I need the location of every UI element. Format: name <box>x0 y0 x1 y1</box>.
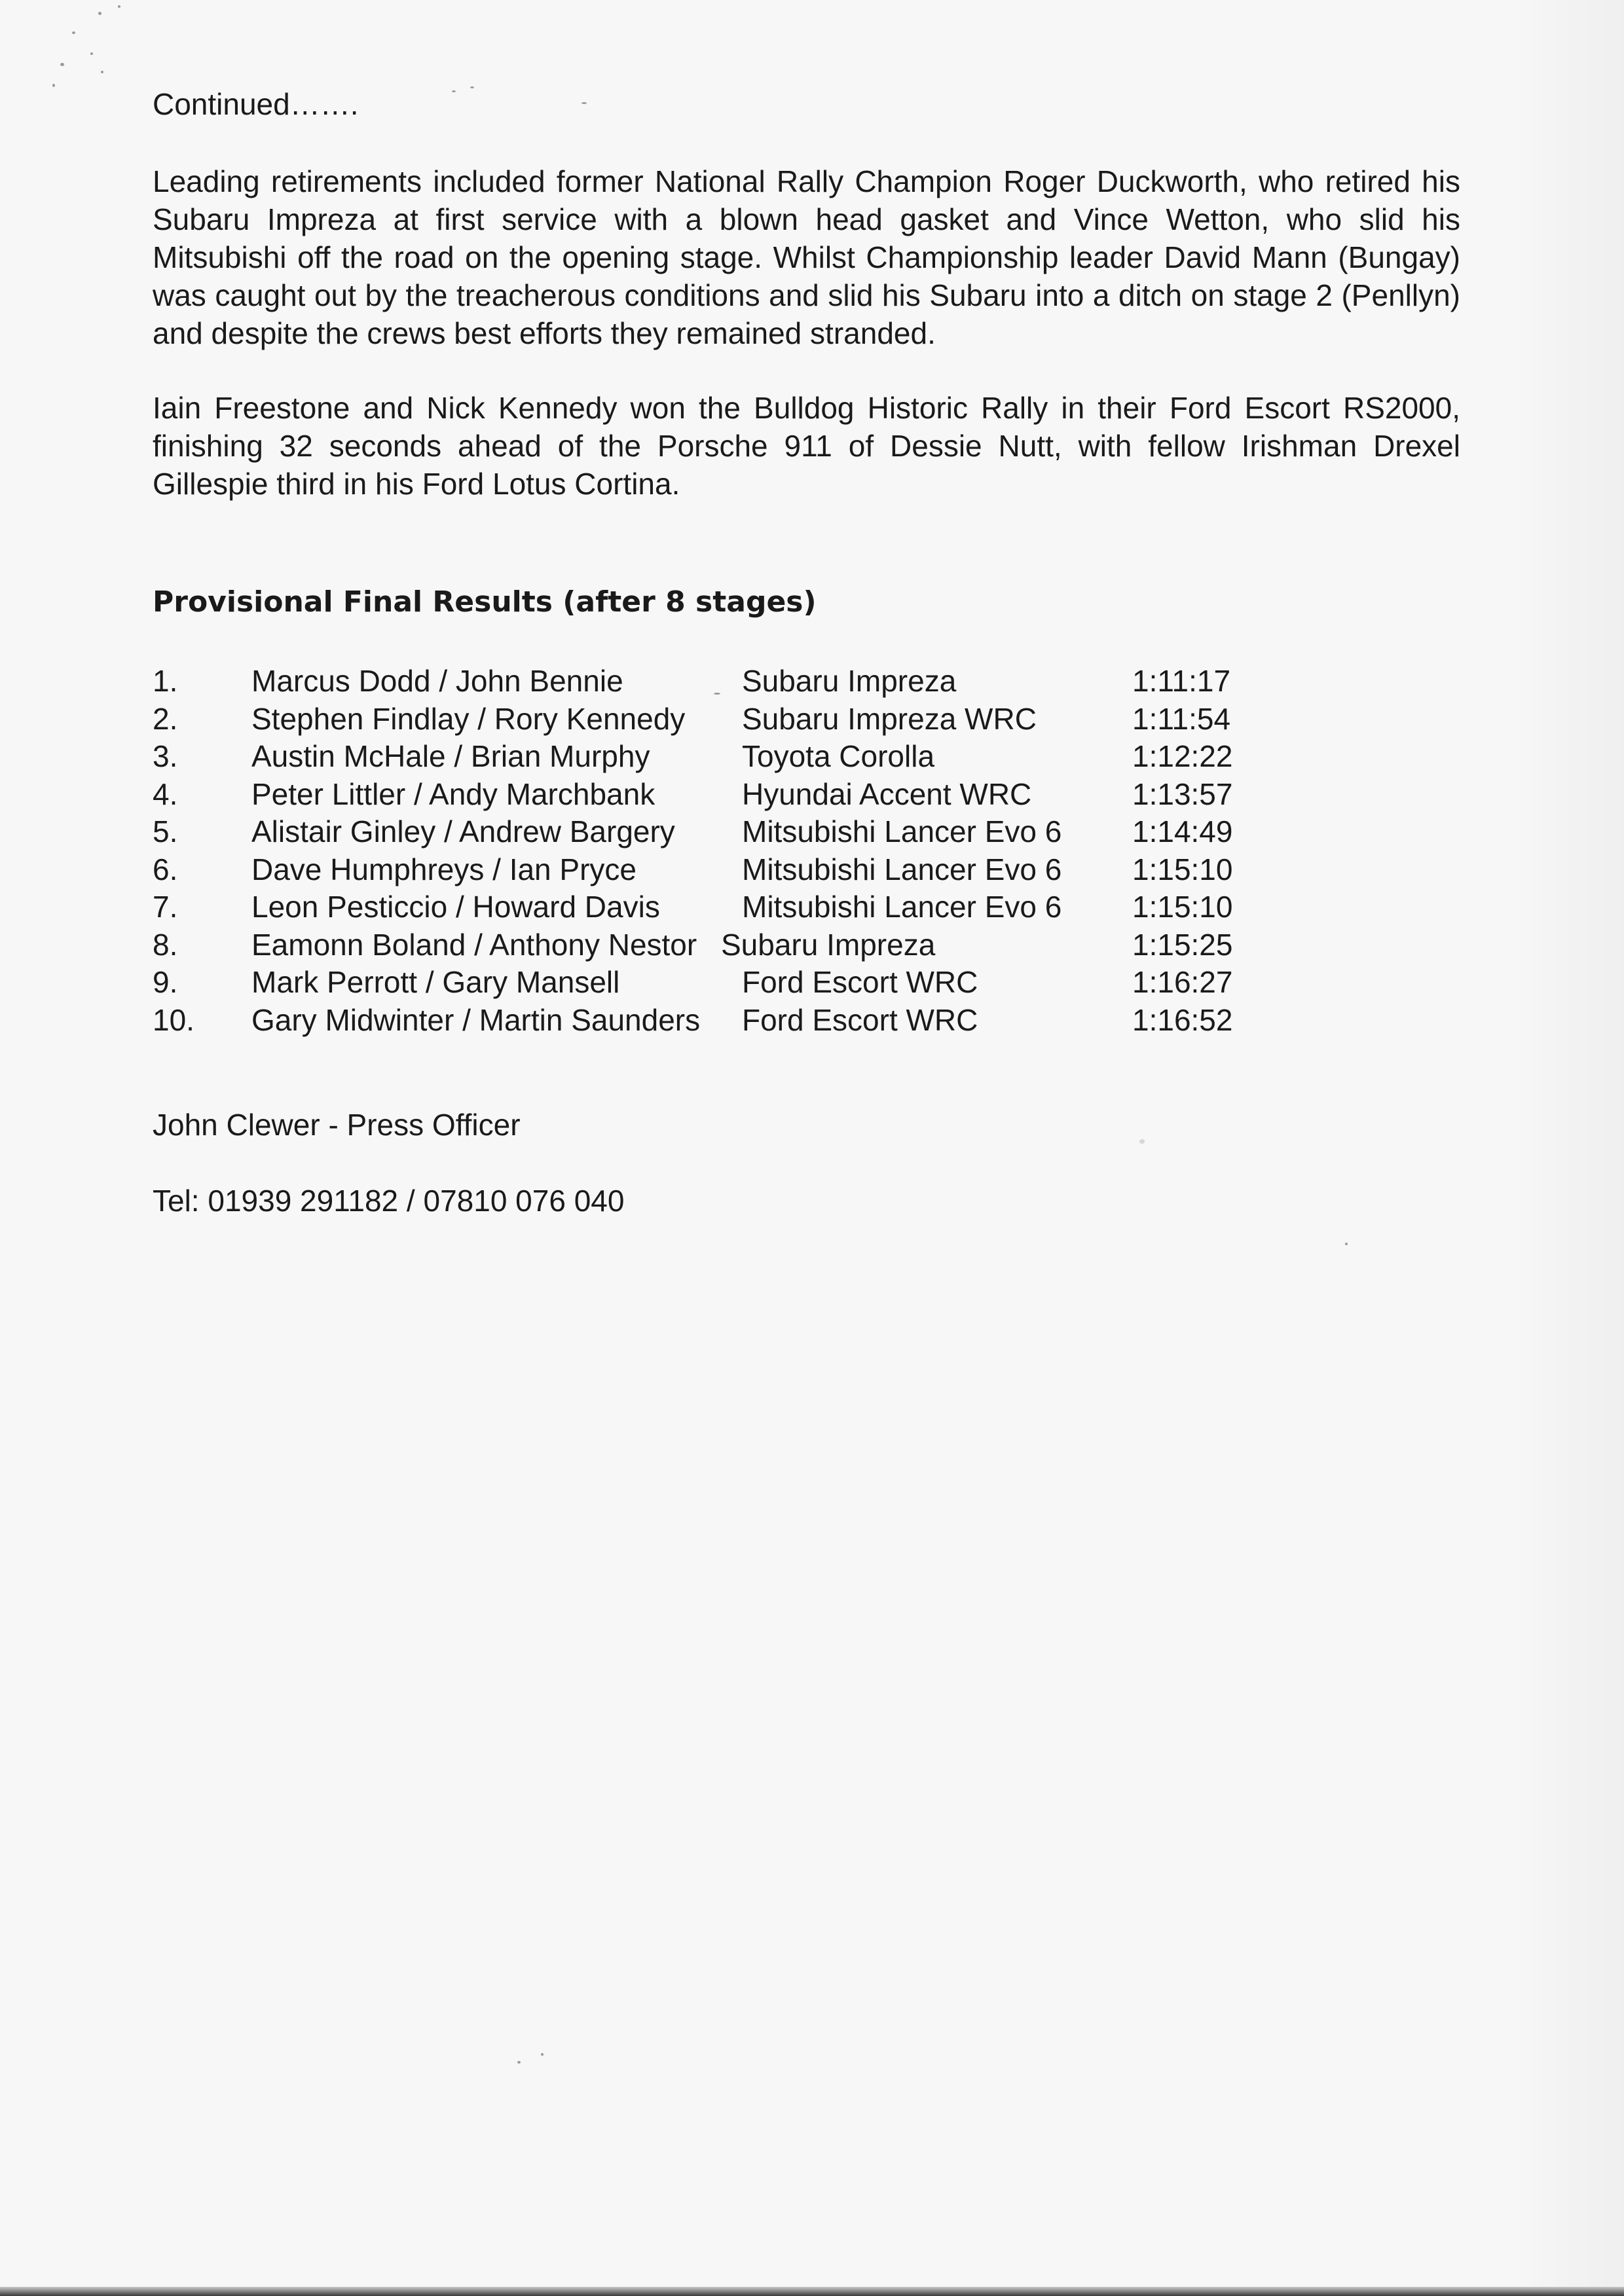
table-row <box>153 738 1266 776</box>
result-time: 1:16:27 <box>1132 965 1233 999</box>
document-body <box>153 79 1460 1220</box>
result-crew: Leon Pesticcio / Howard Davis <box>251 890 660 924</box>
result-crew: Mark Perrott / Gary Mansell <box>251 965 620 999</box>
scan-shadow <box>1513 0 1624 2296</box>
table-row <box>153 851 1266 889</box>
result-car: Subaru Impreza <box>721 927 936 962</box>
result-position: 2. <box>153 701 178 736</box>
scan-speck <box>101 71 103 73</box>
result-crew: Gary Midwinter / Martin Saunders <box>251 1002 701 1037</box>
table-row <box>153 1002 1266 1040</box>
result-car: Mitsubishi Lancer Evo 6 <box>742 852 1062 886</box>
telephone-numbers: Tel: 01939 291182 / 07810 076 040 <box>153 1184 625 1218</box>
result-time: 1:11:54 <box>1132 701 1231 736</box>
result-position: 6. <box>153 852 178 886</box>
scan-speck <box>541 2053 544 2056</box>
table-row <box>153 964 1266 1002</box>
result-time: 1:14:49 <box>1132 814 1233 848</box>
result-car: Mitsubishi Lancer Evo 6 <box>742 890 1062 924</box>
results-table <box>153 663 1266 1039</box>
result-crew: Austin McHale / Brian Murphy <box>251 739 650 773</box>
result-car: Toyota Corolla <box>742 739 935 773</box>
scan-speck <box>90 52 93 55</box>
result-car: Subaru Impreza <box>742 664 957 698</box>
scan-speck <box>72 31 75 34</box>
result-position: 5. <box>153 814 178 848</box>
result-crew: Dave Humphreys / Ian Pryce <box>251 852 637 886</box>
result-time: 1:15:25 <box>1132 927 1233 962</box>
table-row <box>153 813 1266 851</box>
result-car: Hyundai Accent WRC <box>742 776 1032 811</box>
result-position: 7. <box>153 890 178 924</box>
result-position: 9. <box>153 965 178 999</box>
retirements-paragraph: Leading retirements included former National Rally Champion Roger Duckworth, who retired his Subaru Impreza at first service with a blown head gasket and Vince Wetton, who slid his Mitsubishi off the road on the opening stage. Whilst Championship leader David Mann (Bungay) was caught out by the treacherous conditions and slid his Subaru into a ditch on stage 2 (Penllyn) and despite the crews best efforts they remained stranded. <box>153 164 1460 350</box>
table-row <box>153 888 1266 926</box>
result-position: 10. <box>153 1002 194 1037</box>
result-position: 3. <box>153 739 178 773</box>
result-time: 1:15:10 <box>1132 852 1233 886</box>
table-row <box>153 701 1266 738</box>
continued-label: Continued……. <box>153 87 359 121</box>
result-position: 4. <box>153 776 178 811</box>
result-car: Mitsubishi Lancer Evo 6 <box>742 814 1062 848</box>
result-time: 1:15:10 <box>1132 890 1233 924</box>
result-time: 1:11:17 <box>1132 664 1231 698</box>
scan-speck <box>118 5 120 8</box>
result-time: 1:12:22 <box>1132 739 1233 773</box>
result-position: 1. <box>153 664 178 698</box>
result-crew: Alistair Ginley / Andrew Bargery <box>251 814 675 848</box>
result-crew: Peter Littler / Andy Marchbank <box>251 776 655 811</box>
result-car: Ford Escort WRC <box>742 965 978 999</box>
scan-speck <box>517 2061 521 2064</box>
scan-speck <box>52 84 55 87</box>
scan-speck <box>98 12 101 15</box>
result-car: Subaru Impreza WRC <box>742 701 1037 736</box>
table-row <box>153 663 1266 701</box>
table-row <box>153 926 1266 964</box>
result-position: 8. <box>153 927 178 962</box>
results-heading: Provisional Final Results (after 8 stages) <box>153 585 817 619</box>
result-crew: Stephen Findlay / Rory Kennedy <box>251 701 686 736</box>
scan-speck <box>1345 1243 1348 1245</box>
press-officer: John Clewer - Press Officer <box>153 1108 521 1142</box>
result-time: 1:13:57 <box>1132 776 1233 811</box>
result-car: Ford Escort WRC <box>742 1002 978 1037</box>
result-crew: Marcus Dodd / John Bennie <box>251 664 623 698</box>
result-time: 1:16:52 <box>1132 1002 1233 1037</box>
scan-bottom-edge <box>0 2287 1624 2296</box>
result-crew: Eamonn Boland / Anthony Nestor <box>251 927 697 962</box>
scan-speck <box>60 63 64 66</box>
table-row <box>153 776 1266 814</box>
historic-rally-paragraph: Iain Freestone and Nick Kennedy won the Bulldog Historic Rally in their Ford Escort RS2000, finishing 32 seconds ahead of the Porsche 911 of Dessie Nutt, with fellow Irishman Drexel Gillespie third in his Ford Lotus Cortina. <box>153 391 1460 501</box>
